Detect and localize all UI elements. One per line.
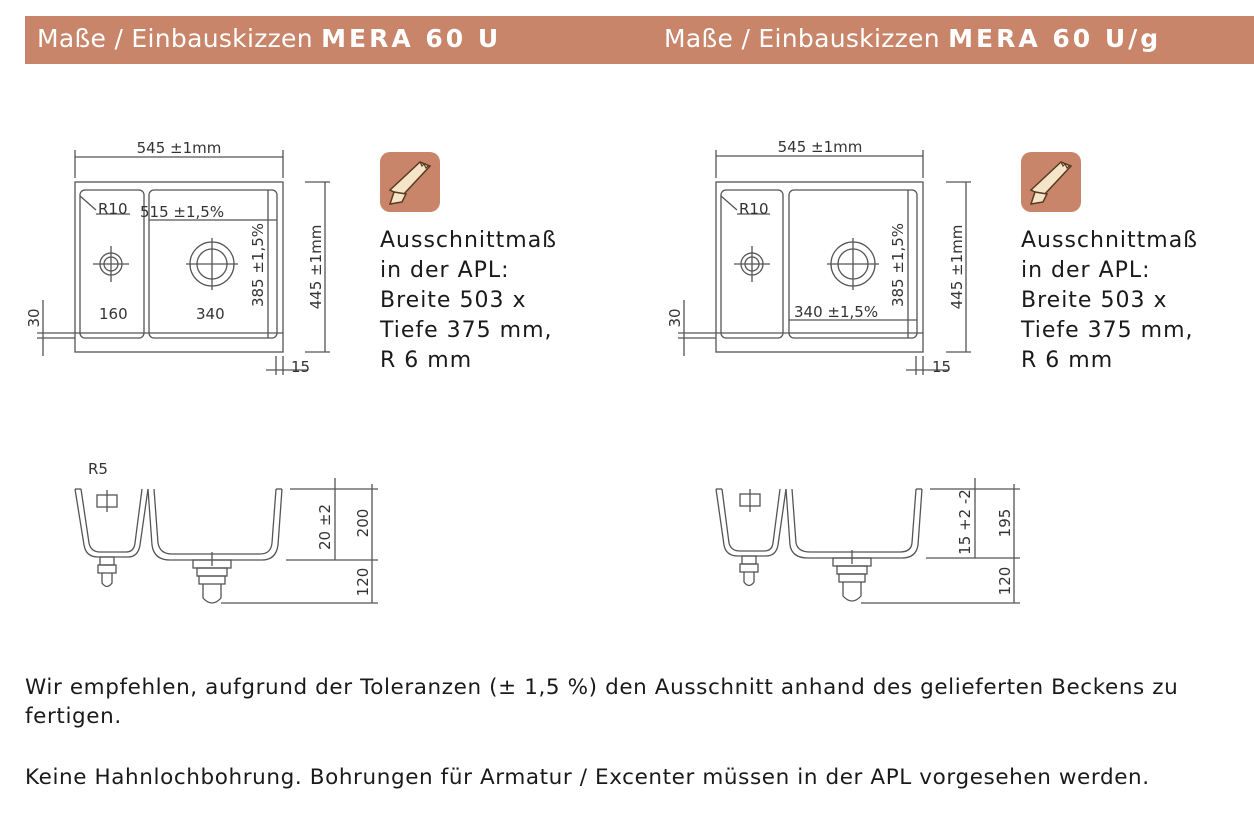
header-prefix-right: Maße / Einbauskizzen bbox=[664, 24, 940, 53]
cutout-info-left bbox=[380, 226, 557, 376]
drilling-note: Keine Hahnlochbohrung. Bohrungen für Armatur / Excenter müssen in der APL vorgesehen werden. bbox=[25, 765, 1150, 790]
cutout-line: Breite 503 x bbox=[1021, 288, 1168, 313]
right-top-view bbox=[678, 150, 971, 375]
left-side-rim-height: 20 ±2 bbox=[316, 504, 334, 550]
saw-icon bbox=[380, 152, 440, 212]
right-side-drain: 120 bbox=[996, 566, 1014, 596]
left-top-view bbox=[37, 150, 330, 375]
left-dim-inner-depth: 385 ±1,5% bbox=[249, 222, 267, 308]
left-dim-radius: R10 bbox=[98, 200, 128, 218]
right-dim-radius: R10 bbox=[739, 200, 769, 218]
cutout-line: Ausschnittmaß bbox=[380, 228, 558, 253]
right-side-view bbox=[716, 478, 1020, 603]
cutout-line: in der APL: bbox=[1021, 258, 1151, 283]
right-dim-edge: 15 bbox=[932, 358, 952, 376]
saw-icon bbox=[1021, 152, 1081, 212]
tolerance-note: Wir empfehlen, aufgrund der Toleranzen (± 1,5 %) den Ausschnitt anhand des gelieferten Beckens zu fertigen. bbox=[25, 675, 1179, 729]
right-side-depth: 195 bbox=[996, 508, 1014, 538]
left-side-radius: R5 bbox=[88, 460, 108, 478]
left-side-drain: 120 bbox=[354, 567, 372, 597]
header-model-left: MERA 60 U bbox=[321, 24, 502, 53]
left-dim-edge: 15 bbox=[291, 358, 311, 376]
cutout-line: Tiefe 375 mm, bbox=[1021, 318, 1194, 343]
header-model-right: MERA 60 U/g bbox=[948, 24, 1162, 53]
right-side-rim-height: 15 +2 -2 bbox=[956, 489, 974, 555]
left-dim-inner-width: 515 ±1,5% bbox=[140, 203, 225, 221]
left-dim-large-bowl: 340 bbox=[196, 305, 225, 323]
right-dim-rim: 30 bbox=[666, 308, 684, 328]
cutout-line: in der APL: bbox=[380, 258, 510, 283]
right-dim-width: 545 ±1mm bbox=[777, 138, 863, 156]
left-side-large-bowl bbox=[148, 489, 282, 560]
left-dim-small-bowl: 160 bbox=[99, 305, 128, 323]
right-side-large-bowl bbox=[786, 489, 922, 558]
left-dim-width: 545 ±1mm bbox=[136, 139, 222, 157]
left-dim-outer-depth: 445 ±1mm bbox=[307, 224, 325, 310]
left-side-depth: 200 bbox=[354, 508, 372, 538]
cutout-info-right bbox=[1021, 226, 1198, 376]
cutout-line: Breite 503 x bbox=[380, 288, 527, 313]
header-prefix-left: Maße / Einbauskizzen bbox=[37, 24, 313, 53]
cutout-line: Ausschnittmaß bbox=[1021, 228, 1199, 253]
left-dim-rim: 30 bbox=[25, 308, 43, 328]
cutout-line: Tiefe 375 mm, bbox=[380, 318, 553, 343]
cutout-line: R 6 mm bbox=[380, 348, 473, 373]
right-dim-large-bowl: 340 ±1,5% bbox=[794, 303, 879, 321]
right-dim-outer-depth: 445 ±1mm bbox=[948, 224, 966, 310]
right-dim-inner-depth: 385 ±1,5% bbox=[889, 222, 907, 308]
cutout-line: R 6 mm bbox=[1021, 348, 1114, 373]
